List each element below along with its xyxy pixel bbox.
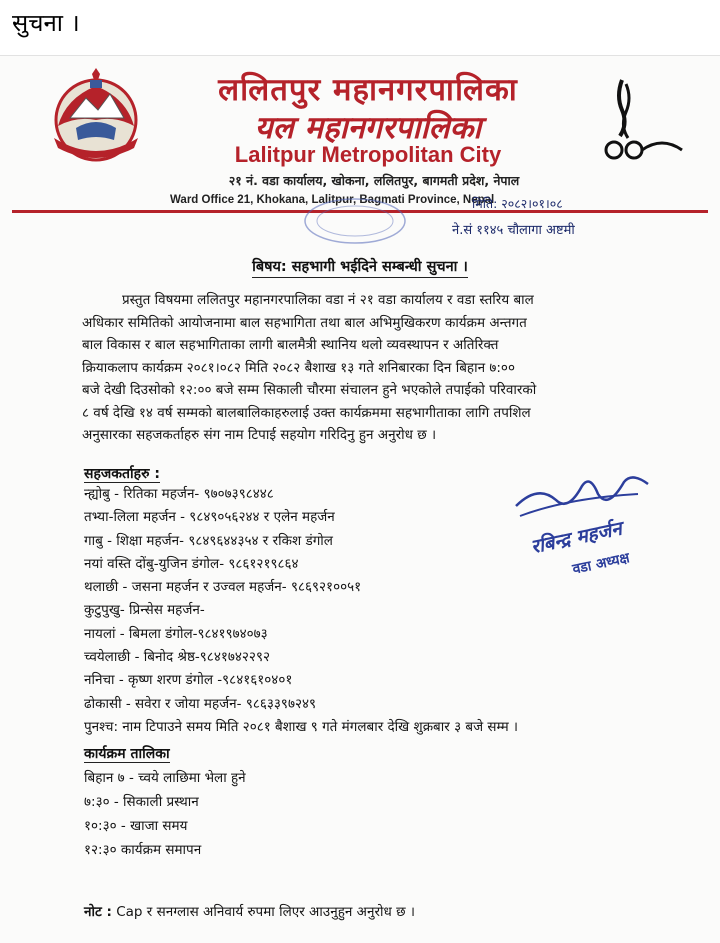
list-item: न्ह्योबु - रितिका महर्जन- ९७०७३९८४४८ <box>84 486 274 502</box>
body-line: प्रस्तुत विषयमा ललितपुर महानगरपालिका वडा नं २१ वडा कार्यालय र वडा स्तरिय बाल <box>122 292 534 308</box>
nepal-emblem-icon <box>36 68 156 168</box>
list-item: नायलां - बिमला डंगोल-९८४१९७४०७३ <box>84 625 268 642</box>
list-item: ७:३० - सिकाली प्रस्थान <box>84 794 199 810</box>
letter-date: मिति: २०८२।०१।०८ <box>472 196 563 211</box>
title-newari: यल महानगरपालिका <box>254 110 482 146</box>
postscript-line: पुनश्च: नाम टिपाउने समय मिति २०८१ बैशाख ९ गते मंगलबार देखि शुक्रबार ३ बजे सम्म । <box>84 718 519 735</box>
letter-sheet <box>0 55 720 943</box>
title-english: Lalitpur Metropolitan City <box>234 142 502 167</box>
body-line: ८ वर्ष देखि १४ वर्ष सम्मको बालबालिकाहरुलाई उक्त कार्यक्रममा सहभागीताका लागि तपशिल <box>82 404 531 421</box>
list-item: कुटुपुखु- प्रिन्सेस महर्जन- <box>84 602 205 619</box>
note-line <box>84 902 415 920</box>
body-line: बजे देखी दिउसोको १२:०० बजे सम्म सिकाली चौरमा संचालन हुने भएकोले तपाईको परिवारको <box>82 382 537 398</box>
nepal-sambat-date: ने.सं ११४५ चौलागा अष्टमी <box>452 223 575 238</box>
schedule-list <box>84 768 246 864</box>
schedule-heading: कार्यक्रम तालिका <box>84 746 170 762</box>
body-line: क्रियाकलाप कार्यक्रम २०८१।०८२ मिति २०८२ बैशाख १३ गते शनिबारका दिन बिहान ७:०० <box>82 359 515 376</box>
list-item: ननिचा - कृष्ण शरण डंगोल -९८४१६१०४०१ <box>84 672 293 689</box>
list-item: गाबु - शिक्षा महर्जन- ९८४९६४४३५४ र रकिश डंगोल <box>84 532 333 549</box>
list-item: बिहान ७ - च्वये लाछिमा भेला हुने <box>84 770 246 786</box>
caption-title: सुचना । <box>12 9 80 37</box>
list-item: तभ्या-लिला महर्जन - ९८४९०५६२४४ र एलेन महर्जन <box>84 509 335 526</box>
list-item: नयां वस्ति दोंबु-युजिन डंगोल- ९८६१२१९८६४ <box>84 555 299 572</box>
body-line: बाल विकास र बाल सहभागिताका लागी बालमैत्री स्थानिय थलो व्यवस्थापन र अतिरिक्त <box>82 337 499 353</box>
list-item: १२:३० कार्यक्रम समापन <box>84 842 202 858</box>
signatory-name: रबिन्द्र महर्जन <box>528 517 624 559</box>
facilitators-heading: सहजकर्ताहरु : <box>84 466 160 482</box>
list-item: थलाछी - जसना महर्जन र उज्वल महर्जन- ९८६९२१००५१ <box>84 579 362 596</box>
signatory-title: वडा अध्यक्ष <box>571 550 632 578</box>
address-nepali: २१ नं. वडा कार्यालय, खोकना, ललितपुर, बागमती प्रदेश, नेपाल <box>228 173 520 188</box>
note-text: Cap र सनग्लास अनिवार्य रुपमा लिएर आउनुहुन अनुरोध छ । <box>116 904 415 920</box>
city-logo-icon <box>592 76 688 168</box>
body-line: अधिकार समितिको आयोजनामा बाल सहभागिता तथा बाल अभिमुखिकरण कार्यक्रम अन्तगत <box>82 314 527 331</box>
list-item: ढोकासी - सवेरा र जोया महर्जन- ९८६३३९७२४९ <box>84 695 317 712</box>
office-stamp-icon <box>300 196 410 246</box>
list-item: च्वयेलाछी - बिनोद श्रेष्ठ-९८४१७४२२९२ <box>84 649 270 666</box>
note-label: नोट : <box>84 904 112 920</box>
body-paragraph <box>82 294 682 452</box>
subject-text: बिषय: सहभागी भईदिने सम्बन्धी सुचना । <box>252 259 468 278</box>
body-line: अनुसारका सहजकर्ताहरु संग नाम टिपाई सहयोग गरिदिनु हुन अनुरोध छ । <box>82 427 437 443</box>
address-english: Ward Office 21, Khokana, Lalitpur, Bagmati Province, Nepal <box>170 194 495 206</box>
subject-line <box>0 256 720 276</box>
list-item: १०:३० - खाजा समय <box>84 818 188 834</box>
title-nepali: ललितपुर महानगरपालिका <box>218 72 518 108</box>
